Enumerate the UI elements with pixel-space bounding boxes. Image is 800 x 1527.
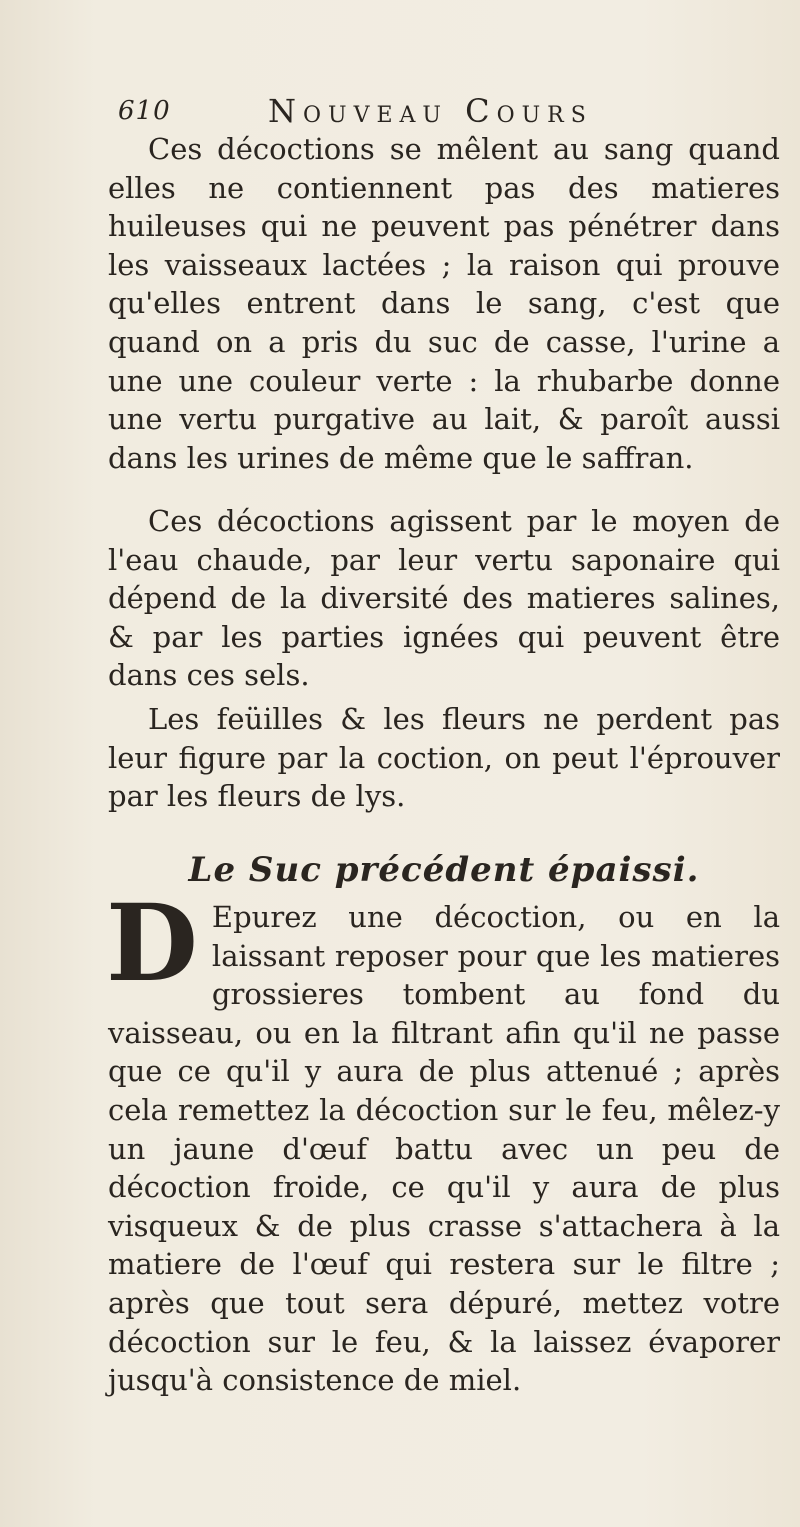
section-body-text: Epurez une décoction, ou en la laissant reposer pour que les matieres grossieres tombent au fond du vaisseau, ou en la filtrant afin qu'il ne passe que ce qu'il y aura de plus attenué ; après cela remettez la décoction sur le feu, mêlez-y un jaune d'œuf battu avec un peu de décoction froide, ce qu'il y aura de plus visqueux & de plus crasse s'attachera à la matiere de l'œuf qui restera sur le filtre ; après que tout sera dépuré, mettez votre décoction sur le feu, & la laissez évaporer jusqu'à consistence de miel. xyxy=(108,900,780,1398)
paragraph-leaves-flowers: Les feüilles & les fleurs ne perdent pas leur figure par la coction, on peut l'éprouver par les fleurs de lys. xyxy=(108,702,780,814)
running-title: Nouveau Cours xyxy=(268,92,593,130)
paragraph-decoctions-blood: Ces décoctions se mêlent au sang quand elles ne contiennent pas des matieres huileuses qui ne peuvent pas pénétrer dans les vaisseaux lactées ; la raison qui prouve qu'elles entrent dans le sang, c'est que quand on a pris du suc de casse, l'urine a une une couleur verte : la rhubarbe donne une vertu purgative au lait, & paroît aussi dans les urines de même que le saffran. xyxy=(108,132,780,475)
page-header xyxy=(118,92,738,132)
section-heading: Le Suc précédent épaissi. xyxy=(188,850,700,890)
paragraph-decoctions-action: Ces décoctions agissent par le moyen de l'eau chaude, par leur vertu saponaire qui dépend de la diversité des matieres salines, & par les parties ignées qui peuvent être dans ces sels. xyxy=(108,504,780,693)
page-number: 610 xyxy=(118,96,171,126)
drop-cap: D xyxy=(106,880,198,1005)
section-body-paragraph xyxy=(106,880,780,1400)
